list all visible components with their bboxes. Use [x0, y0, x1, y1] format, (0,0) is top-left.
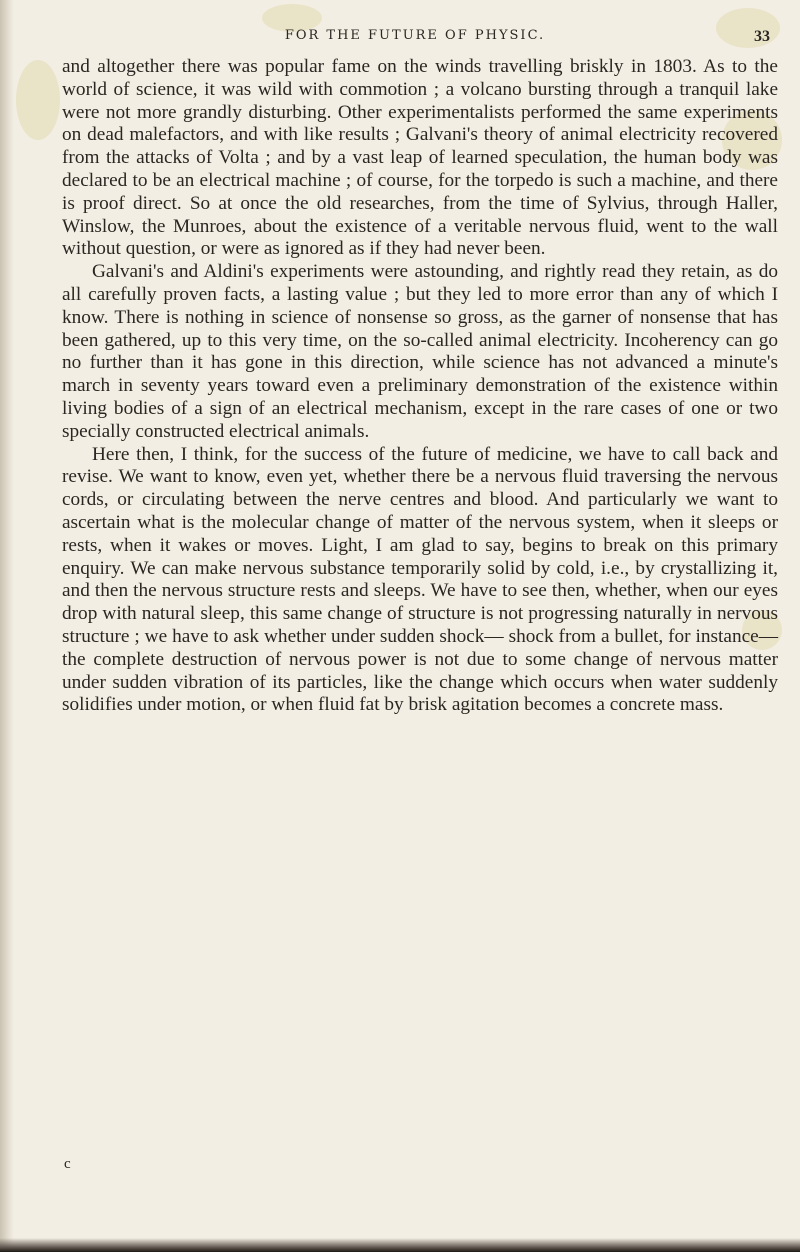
page-bottom-edge — [0, 1238, 800, 1252]
paragraph: Here then, I think, for the success of the future of medicine, we have to call back and revise. We want to know, even yet, whether there be a nervous fluid traversing the nervous cords, or circulating between the nerve centres and blood. And particularly we want to ascertain what is the molecular change of matter of the nervous system, when it sleeps or rests, when it wakes or moves. Light, I am glad to say, begins to break on this primary enquiry. We can make nervous substance temporarily solid by cold, i.e., by crystallizing it, and then the nervous structure rests and sleeps. We have to see then, whether, when our eyes drop with natural sleep, this same change of structure is not progressing naturally in nervous structure ; we have to ask whether under sudden shock— shock from a bullet, for instance—the complete destruction of nervous power is not due to some change of nervous matter under sudden vibration of its particles, like the change which occurs when water suddenly solidifies under motion, or when fluid fat by brisk agitation becomes a concrete mass. — [62, 443, 778, 716]
body-text — [62, 56, 778, 717]
signature-mark: c — [64, 1156, 71, 1172]
running-head-title: FOR THE FUTURE OF PHYSIC. — [284, 28, 546, 43]
paragraph: Galvani's and Aldini's experiments were astounding, and rightly read they retain, as do all carefully proven facts, a lasting value ; but they led to more error than any of which I know. There is nothing in science of nonsense so gross, as the garner of nonsense that has been gathered, up to this very time, on the so-called animal electricity. Incoherency can go no further than it has gone in this direction, while science has not advanced a minute's march in seventy years toward even a preliminary demonstration of the existence within living bodies of a sign of an electrical mechanism, except in the rare cases of one or two specially constructed electrical animals. — [62, 261, 778, 442]
page-number: 33 — [754, 28, 770, 45]
binding-edge — [0, 0, 14, 1252]
foxing-stain — [16, 60, 60, 140]
paragraph: and altogether there was popular fame on the winds travelling briskly in 1803. As to the world of science, it was wild with commotion ; a volcano bursting through a tranquil lake were not more grandly disturbing. Other experimentalists performed the same experiments on dead malefactors, and with like results ; Galvani's theory of animal electricity recovered from the attacks of Volta ; and by a vast leap of learned speculation, the human body was declared to be an electrical machine ; of course, for the torpedo is such a machine, and there is proof direct. So at once the old researches, from the time of Sylvius, through Haller, Winslow, the Munroes, about the existence of a veritable nervous fluid, went to the wall without question, or were as ignored as if they had never been. — [62, 56, 778, 260]
running-head — [60, 28, 770, 52]
